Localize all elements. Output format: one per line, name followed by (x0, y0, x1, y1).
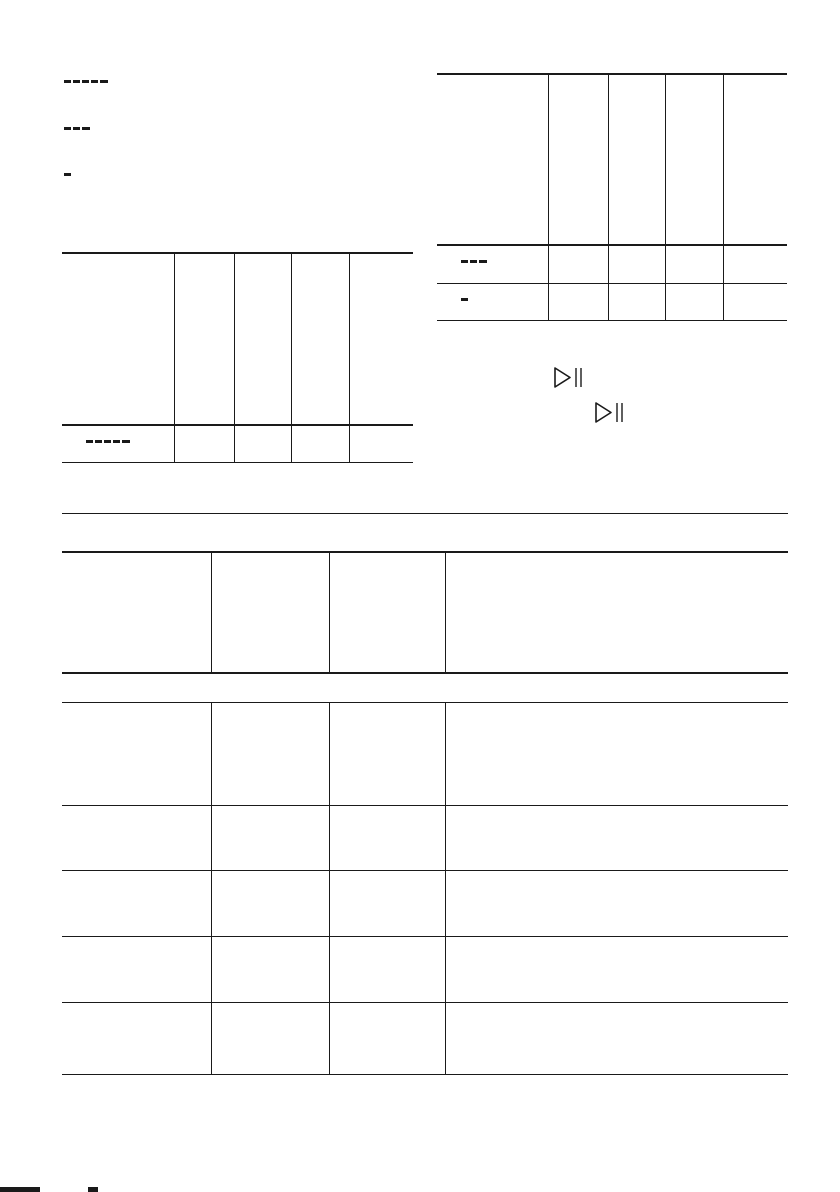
column-divider (445, 703, 446, 1075)
table-top-rule (62, 252, 413, 254)
column-divider (291, 254, 292, 463)
segment-mark (104, 440, 111, 443)
segment-mark (64, 80, 71, 83)
segment-mark (113, 440, 120, 443)
segment-mark (100, 80, 108, 83)
footer-mark (0, 1187, 40, 1192)
table-row (62, 1002, 788, 1003)
column-divider (211, 553, 212, 673)
segment-mark (470, 260, 477, 263)
table-row (62, 936, 788, 937)
column-divider (608, 75, 609, 321)
column-divider (329, 703, 330, 1075)
table-bottom-rule (62, 462, 413, 463)
table-top-rule (62, 551, 788, 553)
column-divider (349, 254, 350, 463)
table-row (62, 870, 788, 871)
segment-mark (82, 127, 90, 130)
column-divider (723, 75, 724, 321)
segment-mark (95, 440, 102, 443)
segment-mark (73, 80, 80, 83)
header-rule (62, 424, 413, 426)
segment-mark (64, 173, 71, 176)
table-row (62, 805, 788, 806)
column-divider (174, 254, 175, 463)
column-divider (665, 75, 666, 321)
segment-mark (64, 127, 71, 130)
segment-mark (122, 440, 130, 443)
segment-mark (82, 80, 89, 83)
play-pause-icon (594, 401, 628, 425)
table-top-rule (437, 73, 787, 75)
section-divider (62, 513, 788, 514)
column-divider (548, 75, 549, 321)
column-divider (445, 553, 446, 673)
column-divider (211, 703, 212, 1075)
segment-mark (91, 80, 98, 83)
segment-mark (86, 440, 93, 443)
table-bottom-rule (437, 320, 787, 321)
column-divider (234, 254, 235, 463)
segment-mark (73, 127, 80, 130)
segment-mark (461, 260, 468, 263)
header-rule (62, 672, 788, 674)
row-rule (437, 283, 787, 284)
play-pause-icon (553, 366, 587, 390)
group-row-rule (62, 702, 788, 703)
segment-mark (479, 260, 487, 263)
footer-mark (88, 1187, 98, 1192)
table-bottom-rule (62, 1074, 788, 1075)
segment-mark (461, 298, 468, 301)
header-rule (437, 244, 787, 246)
column-divider (329, 553, 330, 673)
